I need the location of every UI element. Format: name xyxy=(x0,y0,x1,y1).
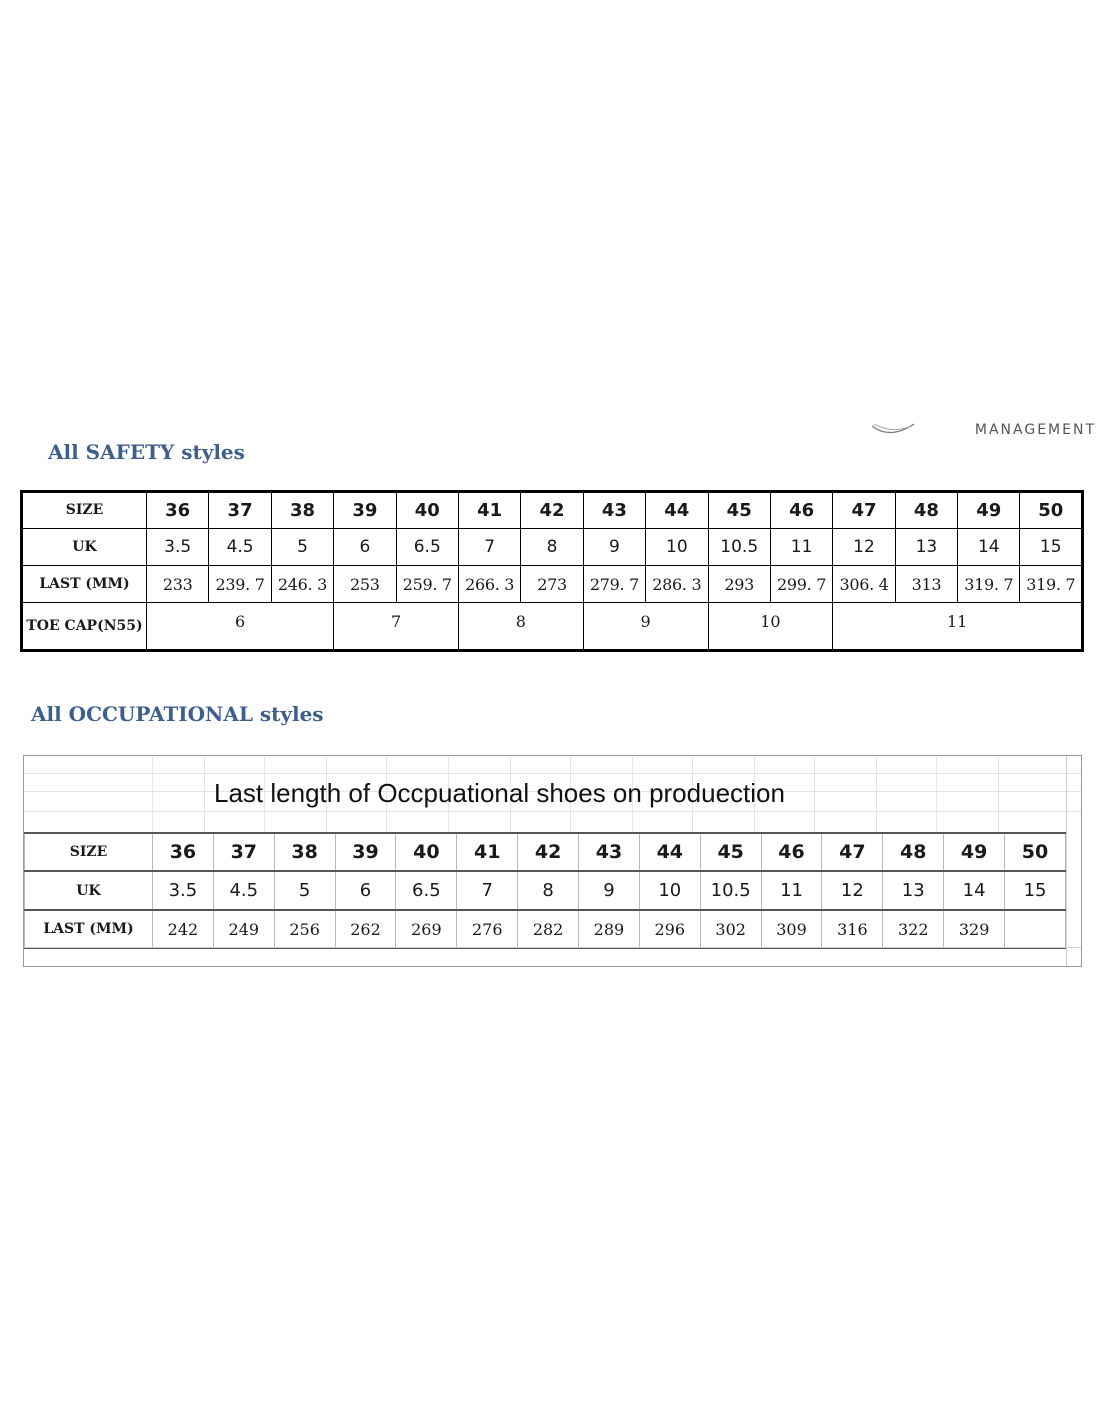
last-cell: 302 xyxy=(700,910,761,948)
toe-cap-cell: 8 xyxy=(458,603,583,651)
size-row xyxy=(22,492,1083,529)
uk-cell: 12 xyxy=(822,871,883,910)
size-cell: 44 xyxy=(646,492,708,529)
grid-line xyxy=(814,756,815,832)
size-cell: 50 xyxy=(1005,833,1066,871)
size-row-label: SIZE xyxy=(22,492,147,529)
grid-line xyxy=(24,811,1081,812)
uk-cell: 5 xyxy=(271,529,333,566)
uk-cell: 13 xyxy=(895,529,957,566)
last-cell: 239. 7 xyxy=(209,566,271,603)
toe-cap-cell: 9 xyxy=(583,603,708,651)
size-cell: 48 xyxy=(895,492,957,529)
last-cell: 296 xyxy=(639,910,700,948)
uk-cell: 6 xyxy=(334,529,396,566)
toe-cap-cell: 10 xyxy=(708,603,833,651)
size-cell: 41 xyxy=(458,492,520,529)
toe-cap-row-label: TOE CAP(N55) xyxy=(22,603,147,651)
uk-cell: 15 xyxy=(1020,529,1083,566)
last-cell: 289 xyxy=(579,910,640,948)
uk-cell: 6.5 xyxy=(396,871,457,910)
grid-line xyxy=(24,773,1081,774)
uk-cell: 14 xyxy=(958,529,1020,566)
uk-cell: 7 xyxy=(458,529,520,566)
uk-cell: 5 xyxy=(274,871,335,910)
toe-cap-cell: 7 xyxy=(334,603,459,651)
size-row-label: SIZE xyxy=(25,833,153,871)
grid-line xyxy=(998,756,999,832)
last-row-label: LAST (MM) xyxy=(22,566,147,603)
size-cell: 43 xyxy=(583,492,645,529)
last-cell: 322 xyxy=(883,910,944,948)
grid-line xyxy=(152,756,153,832)
size-cell: 45 xyxy=(700,833,761,871)
occupational-heading: All OCCUPATIONAL styles xyxy=(31,702,324,726)
last-cell: 299. 7 xyxy=(770,566,832,603)
size-cell: 45 xyxy=(708,492,770,529)
uk-cell: 7 xyxy=(457,871,518,910)
uk-row-label: UK xyxy=(22,529,147,566)
last-cell: 319. 7 xyxy=(958,566,1020,603)
uk-cell: 9 xyxy=(579,871,640,910)
uk-row xyxy=(25,871,1066,910)
uk-row xyxy=(22,529,1083,566)
size-cell: 37 xyxy=(213,833,274,871)
uk-cell: 4.5 xyxy=(213,871,274,910)
size-cell: 37 xyxy=(209,492,271,529)
uk-cell: 10.5 xyxy=(708,529,770,566)
last-cell: 282 xyxy=(518,910,579,948)
uk-cell: 12 xyxy=(833,529,895,566)
size-cell: 42 xyxy=(518,833,579,871)
last-cell: 276 xyxy=(457,910,518,948)
chevron-mark-icon xyxy=(870,418,918,438)
last-row xyxy=(25,910,1066,948)
last-row xyxy=(22,566,1083,603)
uk-cell: 10.5 xyxy=(700,871,761,910)
uk-cell: 11 xyxy=(770,529,832,566)
last-cell: 313 xyxy=(895,566,957,603)
size-cell: 36 xyxy=(147,492,209,529)
size-cell: 46 xyxy=(770,492,832,529)
grid-line xyxy=(876,756,877,832)
uk-cell: 6.5 xyxy=(396,529,458,566)
last-cell xyxy=(1005,910,1066,948)
safety-size-table xyxy=(20,490,1084,652)
size-cell: 38 xyxy=(274,833,335,871)
sheet-empty-row xyxy=(24,947,1081,966)
brand-name: MANAGEMENT xyxy=(974,422,1096,438)
size-cell: 44 xyxy=(639,833,700,871)
last-cell: 329 xyxy=(944,910,1005,948)
last-cell: 249 xyxy=(213,910,274,948)
safety-heading: All SAFETY styles xyxy=(48,440,245,464)
last-cell: 259. 7 xyxy=(396,566,458,603)
toe-cap-cell: 6 xyxy=(147,603,334,651)
occupational-size-table xyxy=(24,832,1066,949)
uk-cell: 6 xyxy=(335,871,396,910)
last-cell: 233 xyxy=(147,566,209,603)
size-cell: 47 xyxy=(833,492,895,529)
size-cell: 46 xyxy=(761,833,822,871)
last-cell: 256 xyxy=(274,910,335,948)
last-cell: 286. 3 xyxy=(646,566,708,603)
size-row xyxy=(25,833,1066,871)
uk-cell: 4.5 xyxy=(209,529,271,566)
uk-cell: 9 xyxy=(583,529,645,566)
last-cell: 293 xyxy=(708,566,770,603)
sheet-title: Last length of Occpuational shoes on produection xyxy=(214,778,785,808)
size-cell: 39 xyxy=(334,492,396,529)
last-cell: 242 xyxy=(153,910,214,948)
size-cell: 40 xyxy=(396,492,458,529)
last-cell: 306. 4 xyxy=(833,566,895,603)
uk-cell: 14 xyxy=(944,871,1005,910)
size-cell: 42 xyxy=(521,492,583,529)
last-cell: 316 xyxy=(822,910,883,948)
last-row-label: LAST (MM) xyxy=(25,910,153,948)
last-cell: 266. 3 xyxy=(458,566,520,603)
size-cell: 50 xyxy=(1020,492,1083,529)
uk-row-label: UK xyxy=(25,871,153,910)
size-cell: 38 xyxy=(271,492,333,529)
size-cell: 40 xyxy=(396,833,457,871)
sheet-scroll-edge xyxy=(1066,756,1081,966)
last-cell: 273 xyxy=(521,566,583,603)
grid-line xyxy=(936,756,937,832)
uk-cell: 3.5 xyxy=(147,529,209,566)
uk-cell: 13 xyxy=(883,871,944,910)
occupational-sheet xyxy=(23,755,1082,967)
size-cell: 49 xyxy=(944,833,1005,871)
last-cell: 253 xyxy=(334,566,396,603)
size-cell: 36 xyxy=(153,833,214,871)
uk-cell: 8 xyxy=(521,529,583,566)
grid-line xyxy=(204,756,205,832)
last-cell: 319. 7 xyxy=(1020,566,1083,603)
size-cell: 49 xyxy=(958,492,1020,529)
size-cell: 43 xyxy=(579,833,640,871)
uk-cell: 10 xyxy=(646,529,708,566)
last-cell: 279. 7 xyxy=(583,566,645,603)
last-cell: 262 xyxy=(335,910,396,948)
uk-cell: 15 xyxy=(1005,871,1066,910)
size-cell: 48 xyxy=(883,833,944,871)
last-cell: 309 xyxy=(761,910,822,948)
last-cell: 246. 3 xyxy=(271,566,333,603)
toe-cap-row xyxy=(22,603,1083,651)
uk-cell: 3.5 xyxy=(153,871,214,910)
brand-header xyxy=(870,418,1098,442)
size-cell: 39 xyxy=(335,833,396,871)
size-cell: 47 xyxy=(822,833,883,871)
toe-cap-cell: 11 xyxy=(833,603,1083,651)
size-cell: 41 xyxy=(457,833,518,871)
uk-cell: 8 xyxy=(518,871,579,910)
last-cell: 269 xyxy=(396,910,457,948)
uk-cell: 11 xyxy=(761,871,822,910)
uk-cell: 10 xyxy=(639,871,700,910)
